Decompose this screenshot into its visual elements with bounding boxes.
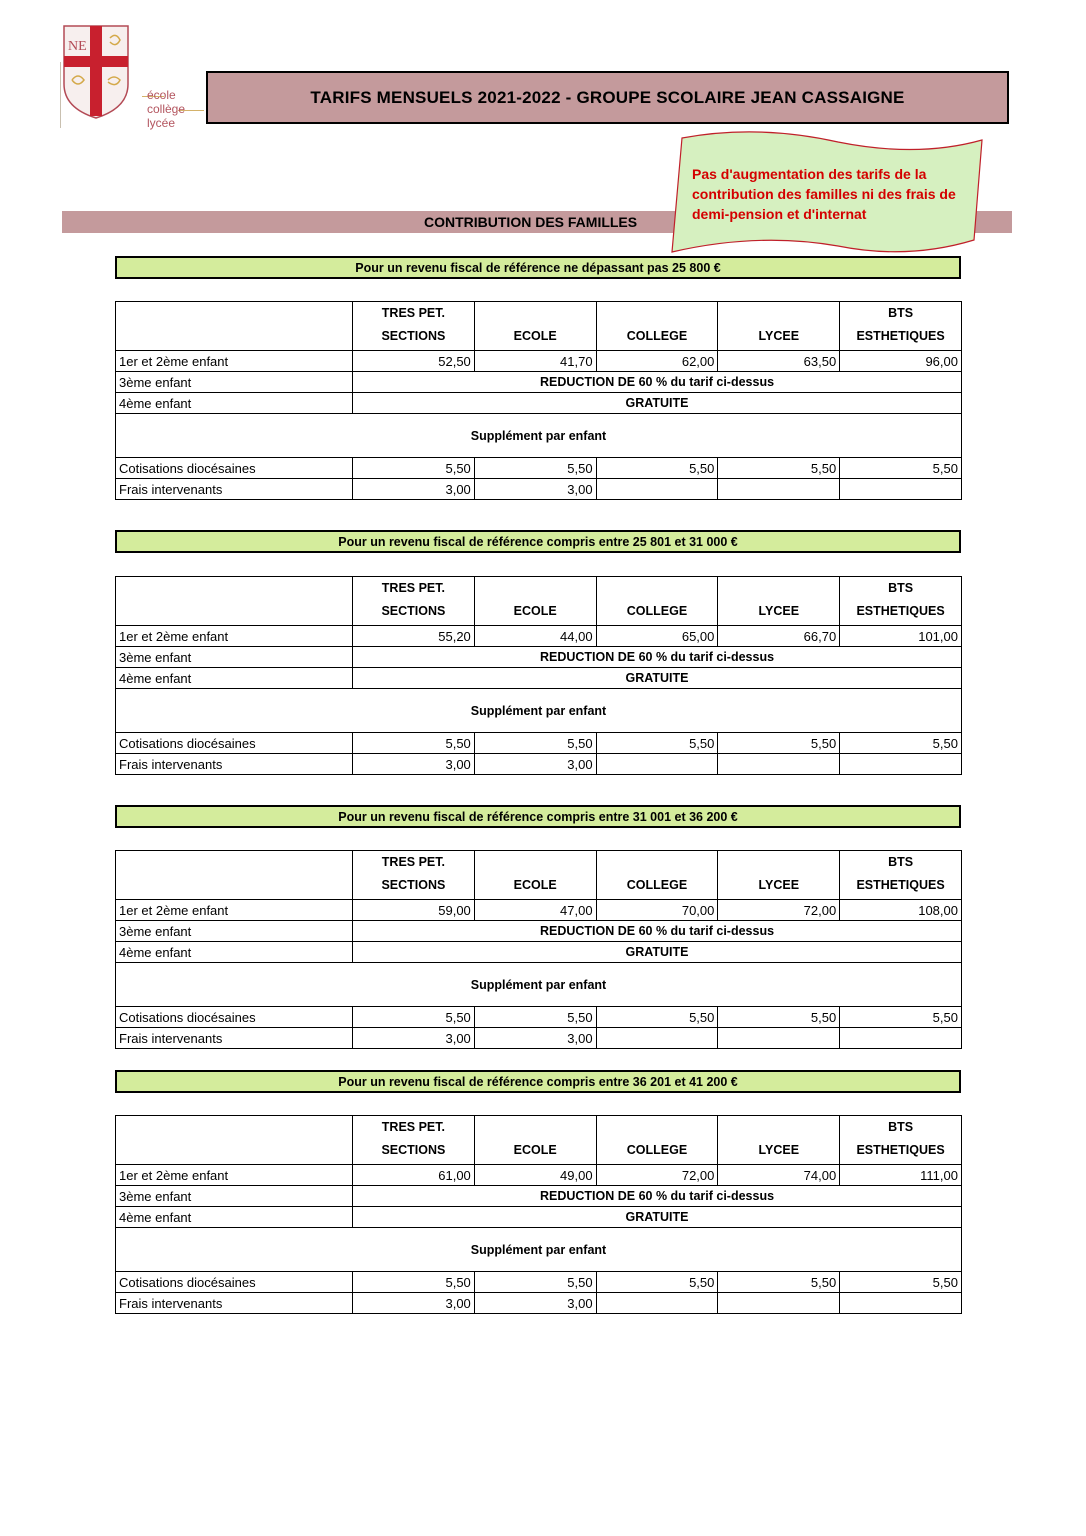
frais-value <box>596 479 718 500</box>
table-row <box>116 1207 962 1228</box>
cotisation-value: 5,50 <box>596 733 718 754</box>
frais-value <box>840 1028 962 1049</box>
income-bracket-bar: Pour un revenu fiscal de référence compris entre 25 801 et 31 000 € <box>115 530 961 553</box>
row-label: Frais intervenants <box>116 479 353 500</box>
row-label: 4ème enfant <box>116 1207 353 1228</box>
cotisation-value: 5,50 <box>474 1272 596 1293</box>
tarif-value: 52,50 <box>353 351 475 372</box>
table-row <box>116 921 962 942</box>
frais-value <box>718 1293 840 1314</box>
table-row <box>116 668 962 689</box>
row-label: 1er et 2ème enfant <box>116 626 353 647</box>
frais-value <box>840 1293 962 1314</box>
column-header <box>718 851 840 900</box>
tarif-value: 44,00 <box>474 626 596 647</box>
row-label: Cotisations diocésaines <box>116 733 353 754</box>
frais-value: 3,00 <box>353 754 475 775</box>
table-row <box>116 479 962 500</box>
callout-text: Pas d'augmentation des tarifs de la contribution des familles ni des frais de demi-pension et d'internat <box>692 166 956 222</box>
tarif-table <box>115 850 962 1049</box>
supplement-text: Supplément par enfant <box>116 963 962 1007</box>
table-row <box>116 351 962 372</box>
column-header <box>718 302 840 351</box>
section-title: CONTRIBUTION DES FAMILLES <box>424 214 638 230</box>
row-label: Cotisations diocésaines <box>116 458 353 479</box>
column-header <box>596 851 718 900</box>
frais-value: 3,00 <box>474 1028 596 1049</box>
column-header-line1: BTS <box>888 855 914 869</box>
supplement-text: Supplément par enfant <box>116 1228 962 1272</box>
frais-value: 3,00 <box>474 1293 596 1314</box>
column-header-line1: TRES PET. <box>381 1120 445 1134</box>
frais-value: 3,00 <box>353 479 475 500</box>
tarif-value: 70,00 <box>596 900 718 921</box>
cotisation-value: 5,50 <box>353 1007 475 1028</box>
gratuite-text: GRATUITE <box>353 668 962 689</box>
column-header-line2: SECTIONS <box>381 1143 446 1157</box>
row-label: 3ème enfant <box>116 372 353 393</box>
frais-value <box>840 479 962 500</box>
logo-line-college: collège <box>147 102 186 116</box>
row-label: 3ème enfant <box>116 921 353 942</box>
tarif-value: 72,00 <box>596 1165 718 1186</box>
table-row <box>116 754 962 775</box>
cotisation-value: 5,50 <box>474 1007 596 1028</box>
tarif-value: 65,00 <box>596 626 718 647</box>
column-header-line2: LYCEE <box>758 1143 800 1157</box>
header-empty-cell <box>116 1116 353 1165</box>
column-header-line2: ESTHETIQUES <box>856 1143 945 1157</box>
logo-line-lycee: lycée <box>147 116 176 130</box>
tarif-value: 96,00 <box>840 351 962 372</box>
column-header-line2: ESTHETIQUES <box>856 329 945 343</box>
row-label: 4ème enfant <box>116 942 353 963</box>
column-header <box>596 577 718 626</box>
column-header <box>596 302 718 351</box>
tarif-value: 101,00 <box>840 626 962 647</box>
tarif-value: 47,00 <box>474 900 596 921</box>
column-header-line2: LYCEE <box>758 878 800 892</box>
column-header-line2: COLLEGE <box>626 604 688 618</box>
table-header-row <box>116 1116 962 1165</box>
column-header <box>474 851 596 900</box>
header-empty-cell <box>116 851 353 900</box>
cotisation-value: 5,50 <box>718 1272 840 1293</box>
callout-banner <box>668 128 988 276</box>
column-header-line2: COLLEGE <box>626 329 688 343</box>
table-row <box>116 458 962 479</box>
row-label: 1er et 2ème enfant <box>116 900 353 921</box>
frais-value: 3,00 <box>474 754 596 775</box>
table-row <box>116 1165 962 1186</box>
column-header <box>353 577 475 626</box>
column-header <box>353 1116 475 1165</box>
column-header-line2: ECOLE <box>513 604 557 618</box>
cotisation-value: 5,50 <box>474 733 596 754</box>
tarif-table <box>115 576 962 775</box>
column-header <box>840 302 962 351</box>
cotisation-value: 5,50 <box>596 458 718 479</box>
cotisation-value: 5,50 <box>596 1272 718 1293</box>
gratuite-text: GRATUITE <box>353 393 962 414</box>
table-row <box>116 689 962 733</box>
frais-value: 3,00 <box>474 479 596 500</box>
income-bracket-bar: Pour un revenu fiscal de référence compris entre 36 201 et 41 200 € <box>115 1070 961 1093</box>
row-label: 3ème enfant <box>116 647 353 668</box>
row-label: Cotisations diocésaines <box>116 1007 353 1028</box>
table-row <box>116 942 962 963</box>
reduction-text: REDUCTION DE 60 % du tarif ci-dessus <box>353 647 962 668</box>
school-logo <box>60 22 210 132</box>
tarif-value: 61,00 <box>353 1165 475 1186</box>
row-label: 3ème enfant <box>116 1186 353 1207</box>
logo-text <box>147 88 185 130</box>
column-header-line1: TRES PET. <box>381 855 445 869</box>
income-bracket-bar: Pour un revenu fiscal de référence ne dépassant pas 25 800 € <box>115 256 961 279</box>
column-header <box>840 1116 962 1165</box>
column-header <box>353 851 475 900</box>
cotisation-value: 5,50 <box>840 733 962 754</box>
frais-value <box>596 1028 718 1049</box>
gratuite-text: GRATUITE <box>353 942 962 963</box>
cotisation-value: 5,50 <box>718 733 840 754</box>
table-header-row <box>116 577 962 626</box>
reduction-text: REDUCTION DE 60 % du tarif ci-dessus <box>353 372 962 393</box>
frais-value <box>718 479 840 500</box>
logo-initials: NE <box>68 39 87 54</box>
reduction-text: REDUCTION DE 60 % du tarif ci-dessus <box>353 1186 962 1207</box>
frais-value: 3,00 <box>353 1028 475 1049</box>
tarif-table <box>115 1115 962 1314</box>
column-header <box>718 577 840 626</box>
column-header-line2: SECTIONS <box>381 878 446 892</box>
table-row <box>116 1028 962 1049</box>
cotisation-value: 5,50 <box>353 733 475 754</box>
cotisation-value: 5,50 <box>840 1007 962 1028</box>
column-header <box>718 1116 840 1165</box>
column-header-line2: ESTHETIQUES <box>856 604 945 618</box>
table-row <box>116 963 962 1007</box>
table-row <box>116 414 962 458</box>
table-header-row <box>116 851 962 900</box>
tarif-value: 63,50 <box>718 351 840 372</box>
tarif-value: 74,00 <box>718 1165 840 1186</box>
row-label: 4ème enfant <box>116 668 353 689</box>
logo-line-ecole: école <box>147 88 176 102</box>
tarif-value: 66,70 <box>718 626 840 647</box>
column-header-line2: ECOLE <box>513 329 557 343</box>
row-label: Frais intervenants <box>116 1028 353 1049</box>
frais-value <box>596 754 718 775</box>
column-header-line2: ECOLE <box>513 1143 557 1157</box>
tarif-value: 49,00 <box>474 1165 596 1186</box>
table-row <box>116 1228 962 1272</box>
table-row <box>116 900 962 921</box>
table-row <box>116 1272 962 1293</box>
column-header-line2: SECTIONS <box>381 329 446 343</box>
column-header-line1: BTS <box>888 1120 914 1134</box>
row-label: 1er et 2ème enfant <box>116 1165 353 1186</box>
column-header <box>474 1116 596 1165</box>
cotisation-value: 5,50 <box>353 1272 475 1293</box>
header-empty-cell <box>116 577 353 626</box>
cotisation-value: 5,50 <box>718 458 840 479</box>
table-row <box>116 393 962 414</box>
tarif-table <box>115 301 962 500</box>
column-header <box>596 1116 718 1165</box>
table-row <box>116 1293 962 1314</box>
cotisation-value: 5,50 <box>840 1272 962 1293</box>
cotisation-value: 5,50 <box>596 1007 718 1028</box>
column-header-line1: BTS <box>888 306 914 320</box>
tarif-value: 59,00 <box>353 900 475 921</box>
column-header-line2: SECTIONS <box>381 604 446 618</box>
cotisation-value: 5,50 <box>840 458 962 479</box>
page-title: TARIFS MENSUELS 2021-2022 - GROUPE SCOLAIRE JEAN CASSAIGNE <box>206 71 1009 124</box>
row-label: 1er et 2ème enfant <box>116 351 353 372</box>
column-header-line2: COLLEGE <box>626 1143 688 1157</box>
cotisation-value: 5,50 <box>718 1007 840 1028</box>
table-row <box>116 647 962 668</box>
header-empty-cell <box>116 302 353 351</box>
cotisation-value: 5,50 <box>353 458 475 479</box>
tarif-value: 108,00 <box>840 900 962 921</box>
tarif-value: 111,00 <box>840 1165 962 1186</box>
column-header-line2: COLLEGE <box>626 878 688 892</box>
table-row <box>116 372 962 393</box>
column-header-line2: ECOLE <box>513 878 557 892</box>
frais-value: 3,00 <box>353 1293 475 1314</box>
column-header <box>474 302 596 351</box>
school-crest-icon <box>60 22 132 122</box>
column-header-line1: TRES PET. <box>381 581 445 595</box>
tarif-value: 62,00 <box>596 351 718 372</box>
column-header-line1: BTS <box>888 581 914 595</box>
row-label: 4ème enfant <box>116 393 353 414</box>
table-header-row <box>116 302 962 351</box>
reduction-text: REDUCTION DE 60 % du tarif ci-dessus <box>353 921 962 942</box>
frais-value <box>718 754 840 775</box>
column-header-line2: LYCEE <box>758 329 800 343</box>
table-row <box>116 1007 962 1028</box>
frais-value <box>840 754 962 775</box>
supplement-text: Supplément par enfant <box>116 689 962 733</box>
tarif-value: 72,00 <box>718 900 840 921</box>
tarif-value: 41,70 <box>474 351 596 372</box>
frais-value <box>596 1293 718 1314</box>
table-row <box>116 733 962 754</box>
frais-value <box>718 1028 840 1049</box>
table-row <box>116 1186 962 1207</box>
column-header <box>474 577 596 626</box>
tarif-value: 55,20 <box>353 626 475 647</box>
gratuite-text: GRATUITE <box>353 1207 962 1228</box>
column-header <box>353 302 475 351</box>
row-label: Cotisations diocésaines <box>116 1272 353 1293</box>
cotisation-value: 5,50 <box>474 458 596 479</box>
table-row <box>116 626 962 647</box>
column-header-line2: LYCEE <box>758 604 800 618</box>
row-label: Frais intervenants <box>116 754 353 775</box>
column-header <box>840 577 962 626</box>
column-header <box>840 851 962 900</box>
column-header-line1: TRES PET. <box>381 306 445 320</box>
row-label: Frais intervenants <box>116 1293 353 1314</box>
column-header-line2: ESTHETIQUES <box>856 878 945 892</box>
supplement-text: Supplément par enfant <box>116 414 962 458</box>
income-bracket-bar: Pour un revenu fiscal de référence compris entre 31 001 et 36 200 € <box>115 805 961 828</box>
